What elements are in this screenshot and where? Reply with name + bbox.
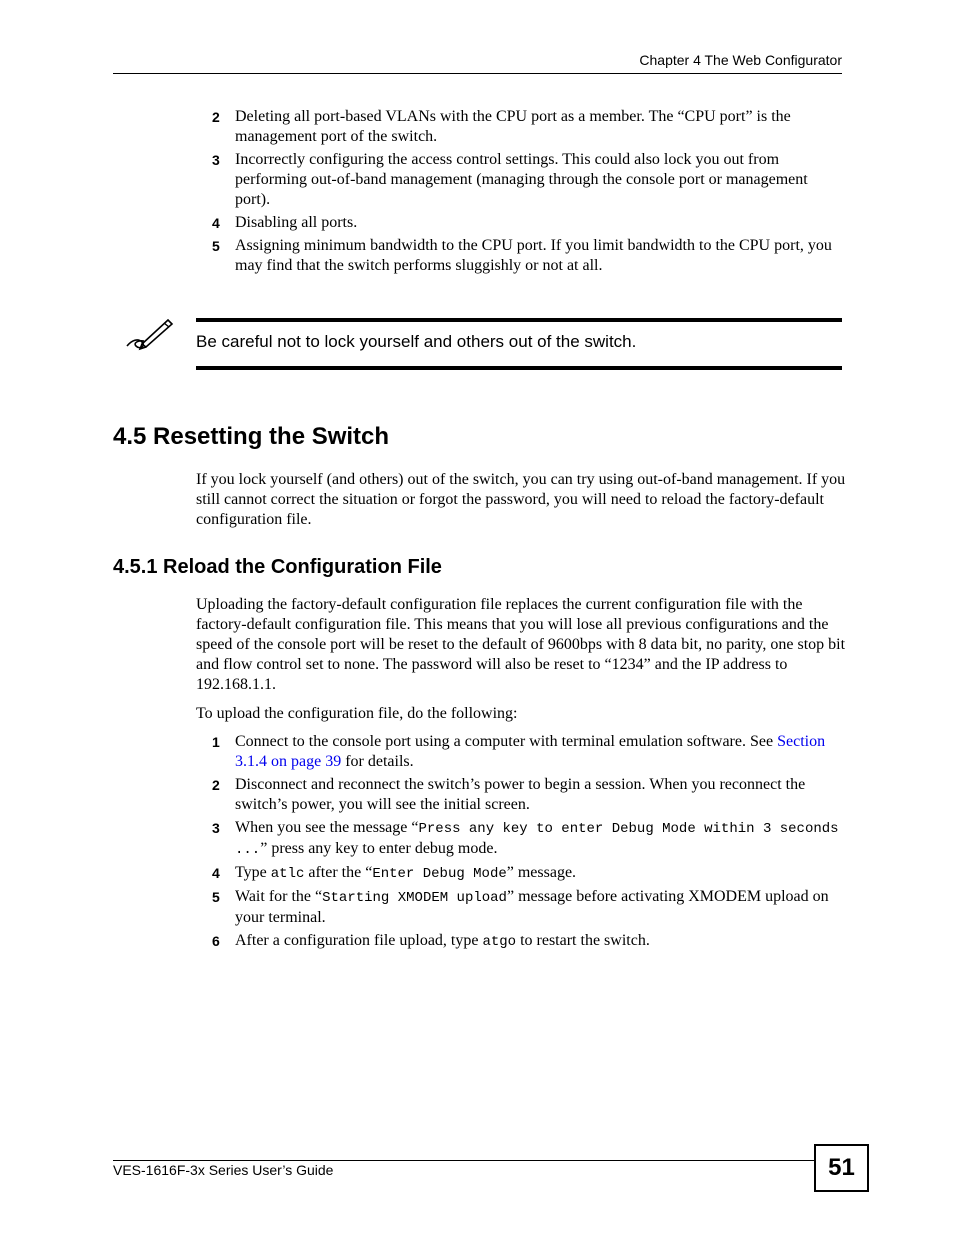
note-rule-top xyxy=(196,318,842,322)
chapter-header: Chapter 4 The Web Configurator xyxy=(639,52,842,68)
code-text: atlc xyxy=(270,866,305,882)
step-text: ” press any key to enter debug mode. xyxy=(260,840,498,857)
subsection-heading: 4.5.1 Reload the Configuration File xyxy=(113,556,442,578)
step-text: When you see the message “ xyxy=(235,819,419,836)
step-text: Wait for the “ xyxy=(235,888,323,905)
step-number: 3 xyxy=(212,820,220,836)
section-link[interactable]: Section 3.1.4 on page 39 xyxy=(235,733,826,770)
section-heading: 4.5 Resetting the Switch xyxy=(113,423,390,450)
section-paragraph: If you lock yourself (and others) out of the switch, you can try using out-of-band management. If you still cannot correct the situation or forgot the password, you will need to reload the factory-default configuration file. xyxy=(196,471,846,528)
subsection-paragraph: Uploading the factory-default configuration file replaces the current configuration file with the factory-default configuration file. This means that you will lose all previous configurations and the speed of the console port will be reset to the default of 9600bps with 8 data bit, no parity, one stop bit and flow control set to none. The password will also be reset to “1234” and the IP address to 192.168.1.1. xyxy=(196,596,846,693)
step-item xyxy=(196,863,846,884)
footer-rule xyxy=(113,1160,815,1161)
step-text: ” message. xyxy=(506,864,577,881)
step-text: Connect to the console port using a computer with terminal emulation software. See xyxy=(235,733,778,750)
note-text: Be careful not to lock yourself and others out of the switch. xyxy=(196,332,637,351)
step-item xyxy=(196,931,846,952)
step-text: Type xyxy=(235,864,271,881)
list-item xyxy=(196,150,846,210)
page-number: 51 xyxy=(814,1144,869,1192)
note-rule-bottom xyxy=(196,366,842,370)
item-text: Assigning minimum bandwidth to the CPU port. If you limit bandwidth to the CPU port, you may find that the switch performs sluggishly or not at all. xyxy=(235,237,832,274)
step-text: after the “ xyxy=(304,864,373,881)
item-text: Incorrectly configuring the access control settings. This could also lock you out from performing out-of-band management (managing through the console port or management port). xyxy=(235,151,808,208)
item-number: 2 xyxy=(212,109,220,125)
pencil-note-icon xyxy=(124,316,174,352)
guide-title: VES-1616F-3x Series User’s Guide xyxy=(113,1162,334,1178)
step-item xyxy=(196,887,846,928)
item-number: 3 xyxy=(212,152,220,168)
step-item xyxy=(196,818,846,860)
steps-intro: To upload the configuration file, do the following: xyxy=(196,705,518,722)
step-number: 1 xyxy=(212,734,220,750)
step-item xyxy=(196,775,846,815)
item-number: 4 xyxy=(212,215,220,231)
list-item xyxy=(196,107,846,147)
code-text: Enter Debug Mode xyxy=(372,866,507,882)
code-text: Starting XMODEM upload xyxy=(322,890,507,906)
step-text: to restart the switch. xyxy=(516,932,650,949)
step-item xyxy=(196,732,846,772)
step-number: 5 xyxy=(212,889,220,905)
item-number: 5 xyxy=(212,238,220,254)
step-number: 4 xyxy=(212,865,220,881)
code-text: Press any key to enter Debug Mode within 3 seconds ... xyxy=(235,821,839,858)
header-rule xyxy=(113,73,842,74)
list-item xyxy=(196,236,846,276)
item-text: Disabling all ports. xyxy=(235,214,358,231)
step-number: 2 xyxy=(212,777,220,793)
steps-list xyxy=(196,732,846,955)
step-text: Disconnect and reconnect the switch’s power to begin a session. When you reconnect the switch’s power, you will see the initial screen. xyxy=(235,776,806,813)
code-text: atgo xyxy=(482,934,517,950)
list-item xyxy=(196,213,846,233)
numbered-list xyxy=(196,107,846,279)
step-number: 6 xyxy=(212,933,220,949)
step-text: After a configuration file upload, type xyxy=(235,932,483,949)
step-text: ” message before activating XMODEM upload on your terminal. xyxy=(235,888,829,926)
step-text: for details. xyxy=(341,753,414,770)
item-text: Deleting all port-based VLANs with the CPU port as a member. The “CPU port” is the management port of the switch. xyxy=(235,108,791,145)
